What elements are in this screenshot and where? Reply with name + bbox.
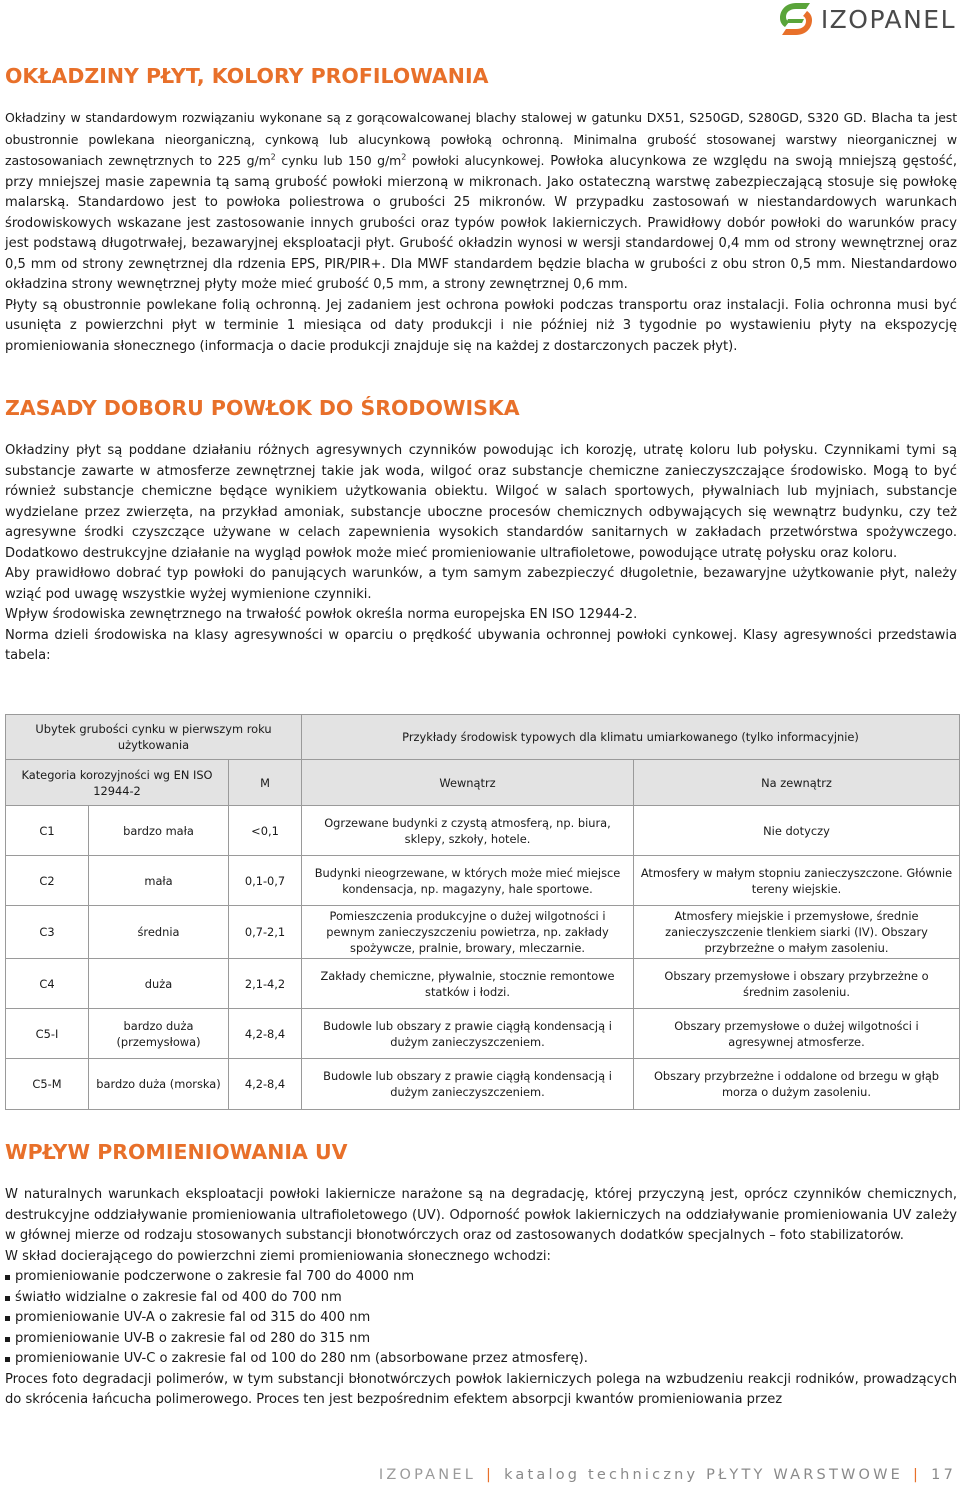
section-title-uv: WPŁYW PROMIENIOWANIA UV [5, 1140, 348, 1164]
table-row [6, 806, 960, 856]
cell-level: bardzo duża (morska) [89, 1059, 229, 1110]
cell-level: bardzo mała [89, 806, 229, 856]
footer-separator: | [485, 1467, 495, 1483]
cell-level: duża [89, 959, 229, 1009]
superscript: 2 [270, 152, 276, 162]
environment-paragraph-4: Norma dzieli środowiska na klasy agresywności w oparciu o prędkość ubywania ochronnej powłoki cynkowej. Klasy agresywności przedstawia tabela: [5, 627, 957, 664]
coatings-text-c: powłoki alucynkowej. [406, 153, 545, 169]
header-inside: Wewnątrz [302, 760, 634, 806]
uv-paragraph-1: W naturalnych warunkach eksploatacji powłoki lakiernicze narażone są na degradację, której przyczyną jest, oprócz czynników chemicznych, destrukcyjne oddziaływanie promieniowania ultrafioletowego (UV). Odporność powłok lakierniczych na oddziaływanie promieniowania UV zależy w głównej mierze od rodzaju stosowanych substancji błonotwórczych oraz od zastosowanych dodatków specjalnych – foto stabilizatorów. [5, 1187, 957, 1244]
header-zinc-loss: Ubytek grubości cynku w pierwszym roku użytkowania [6, 715, 302, 760]
section-environment-body [5, 441, 957, 667]
section-coatings-body [5, 108, 957, 358]
header-category: Kategoria korozyjności wg EN ISO 12944-2 [6, 760, 229, 806]
izopanel-logo-icon [776, 0, 816, 38]
list-item: promieniowanie UV-C o zakresie fal od 100 do 280 nm (absorbowane przez atmosferę). [5, 1349, 957, 1370]
uv-bullet-list [5, 1267, 957, 1370]
table-row [6, 856, 960, 906]
cell-m: <0,1 [229, 806, 302, 856]
page-footer [379, 1467, 956, 1483]
table-row [6, 906, 960, 959]
header-examples: Przykłady środowisk typowych dla klimatu umiarkowanego (tylko informacyjnie) [302, 715, 960, 760]
footer-brand: IZOPANEL [378, 1467, 476, 1483]
cell-inside: Ogrzewane budynki z czystą atmosferą, np. biura, sklepy, szkoły, hotele. [302, 806, 634, 856]
table-header-row-2 [6, 760, 960, 806]
section-uv-body [5, 1185, 957, 1411]
coatings-paragraph-2: Płyty są obustronnie powlekane folią ochronną. Jej zadaniem jest ochrona powłoki podczas transportu oraz instalacji. Folia ochronna musi być usunięta z powierzchni płyt w terminie 1 miesiąca od daty produkcji i nie później niż 3 tygodnie po wystawieniu płyty na ekspozycję promieniowania słonecznego (informacja o dacie produkcji znajduje się na każdej z dostarczonych paczek płyt). [5, 297, 957, 355]
cell-m: 2,1-4,2 [229, 959, 302, 1009]
cell-outside: Obszary przemysłowe o dużej wilgotności i agresywnej atmosferze. [634, 1009, 960, 1059]
header-m: M [229, 760, 302, 806]
footer-catalog: katalog techniczny PŁYTY WARSTWOWE [504, 1467, 904, 1483]
coatings-text-d: Powłoka alucynkowa ze względu na swoją mniejszą gęstość, przy mniejszej masie zapewnia tą samą grubość powłoki mierzoną w mikronach. Jako ostateczną warstwę zabezpieczającą stosuje się powłokę malarską. Standardowo jest to powłoka poliestrowa o grubości 25 mikronów. W przypadku zastosowań w niestandardowych warunkach środowiskowych wskazane jest zastosowanie innych grubości oraz typów powłok lakierniczych. Prawidłowy dobór powłoki do warunków pracy jest podstawą długotrwałej, bezawaryjnej eksploatacji płyt. Grubość okładzin wynosi w wersji standardowej 0,4 mm od strony wewnętrznej oraz 0,5 mm od strony zewnętrznej dla rdzenia EPS, PIR/PIR+. Dla MWF standardem będzie blacha w grubości z obu stron 0,5 mm. Niestandardowo okładzina strony wewnętrznej płyty może mieć grubość 0,5 mm, a strony zewnętrznej 0,6 mm. [5, 154, 957, 293]
superscript: 2 [401, 152, 407, 162]
cell-level: mała [89, 856, 229, 906]
table-row [6, 1009, 960, 1059]
cell-outside: Atmosfery w małym stopniu zanieczyszczone. Głównie tereny wiejskie. [634, 856, 960, 906]
cell-outside: Nie dotyczy [634, 806, 960, 856]
cell-level: bardzo duża (przemysłowa) [89, 1009, 229, 1059]
list-item: światło widzialne o zakresie fal od 400 do 700 nm [5, 1288, 957, 1309]
uv-paragraph-3: Proces foto degradacji polimerów, w tym substancji błonotwórczych powłok lakierniczych polega na wzbudzeniu reakcji rodników, prowadzących do skrócenia łańcucha polimerowego. Proces ten jest bezpośrednim efektem absorpcji kwantów promieniowania przez [5, 1371, 957, 1408]
section-title-coatings: OKŁADZINY PŁYT, KOLORY PROFILOWANIA [5, 64, 489, 88]
cell-code: C2 [6, 856, 89, 906]
table-row [6, 959, 960, 1009]
list-item: promieniowanie UV-B o zakresie fal od 280 do 315 nm [5, 1329, 957, 1350]
footer-separator: | [913, 1467, 922, 1483]
section-title-environment: ZASADY DOBORU POWŁOK DO ŚRODOWISKA [5, 396, 520, 420]
coatings-paragraph-1 [5, 108, 957, 296]
cell-m: 0,1-0,7 [229, 856, 302, 906]
list-item: promieniowanie podczerwone o zakresie fal 700 do 4000 nm [5, 1267, 957, 1288]
cell-m: 0,7-2,1 [229, 906, 302, 959]
list-item: promieniowanie UV-A o zakresie fal od 315 do 400 nm [5, 1308, 957, 1329]
logo-text: IZOPANEL [820, 4, 956, 34]
coatings-text-b: cynku lub 150 g/m [275, 153, 402, 169]
page-number: 17 [931, 1467, 956, 1483]
cell-inside: Budowle lub obszary z prawie ciągłą kondensacją i dużym zanieczyszczeniem. [302, 1009, 634, 1059]
environment-paragraph-2: Aby prawidłowo dobrać typ powłoki do panujących warunków, a tym samym zabezpieczyć długoletnie, bezawaryjne użytkowanie płyt, należy wziąć pod uwagę wszystkie wyżej wymienione czynniki. [5, 566, 957, 602]
cell-outside: Obszary przybrzeżne i oddalone od brzegu w głąb morza o dużym zasoleniu. [634, 1059, 960, 1110]
cell-level: średnia [89, 906, 229, 959]
environment-paragraph-1: Okładziny płyt są poddane działaniu różnych agresywnych czynników powodując ich korozję, utratę koloru lub połysku. Czynnikami tymi są substancje zawarte w atmosferze zewnętrznej takie jak woda, wilgoć oraz substancje chemiczne zanieczyszczające środowisko. Mogą to być również substancje chemiczne będące wynikiem użytkowania obiektu. Wilgoć w salach sportowych, pływalniach lub myjniach, substancje wydzielane przez zwierzęta, na przykład amoniak, substancje uboczne procesów chemicznych odbywających się wewnątrz budynku, czy też agresywne środki czyszczące używane w celach zapewnienia wysokich standardów sanitarnych w zakładach przetwórstwa spożywczego. Dodatkowo destrukcyjne działanie na wygląd powłok może mieć promieniowanie ultrafioletowe, powodujące utratę połysku oraz koloru. [5, 443, 957, 561]
cell-inside: Budowle lub obszary z prawie ciągłą kondensacją i dużym zanieczyszczeniem. [302, 1059, 634, 1110]
table-header-row-1 [6, 715, 960, 760]
cell-code: C5-I [6, 1009, 89, 1059]
header-outside: Na zewnątrz [634, 760, 960, 806]
table-row [6, 1059, 960, 1110]
cell-code: C4 [6, 959, 89, 1009]
uv-paragraph-2: W skład docierającego do powierzchni ziemi promieniowania słonecznego wchodzi: [5, 1248, 551, 1264]
izopanel-logo [776, 0, 956, 38]
cell-inside: Zakłady chemiczne, pływalnie, stocznie remontowe statków i łodzi. [302, 959, 634, 1009]
cell-outside: Obszary przemysłowe i obszary przybrzeżne o średnim zasoleniu. [634, 959, 960, 1009]
cell-m: 4,2-8,4 [229, 1059, 302, 1110]
corrosivity-table [5, 714, 960, 1110]
cell-inside: Budynki nieogrzewane, w których może mieć miejsce kondensacja, np. magazyny, hale sportowe. [302, 856, 634, 906]
cell-code: C1 [6, 806, 89, 856]
cell-m: 4,2-8,4 [229, 1009, 302, 1059]
cell-inside: Pomieszczenia produkcyjne o dużej wilgotności i pewnym zanieczyszczeniu powietrza, np. zakłady spożywcze, pralnie, browary, mleczarnie. [302, 906, 634, 959]
coatings-text-a: Okładziny w standardowym rozwiązaniu wykonane są z gorącowalcowanej blachy stalowej w gatunku DX51, S250GD, S280GD, S320 GD. Blacha ta jest obustronnie powlekana nieorganiczną, cynkową lub alucynkową powłoką ochronną. Minimalna grubość stosowanej warstwy nieorganicznej w zastosowaniach zewnętrznych to 225 g/m [5, 110, 957, 169]
cell-code: C3 [6, 906, 89, 959]
cell-outside: Atmosfery miejskie i przemysłowe, średnie zanieczyszczenie tlenkiem siarki (IV). Obszary przybrzeżne o małym zasoleniu. [634, 906, 960, 959]
environment-paragraph-3: Wpływ środowiska zewnętrznego na trwałość powłok określa norma europejska EN ISO 12944-2. [5, 607, 638, 623]
cell-code: C5-M [6, 1059, 89, 1110]
